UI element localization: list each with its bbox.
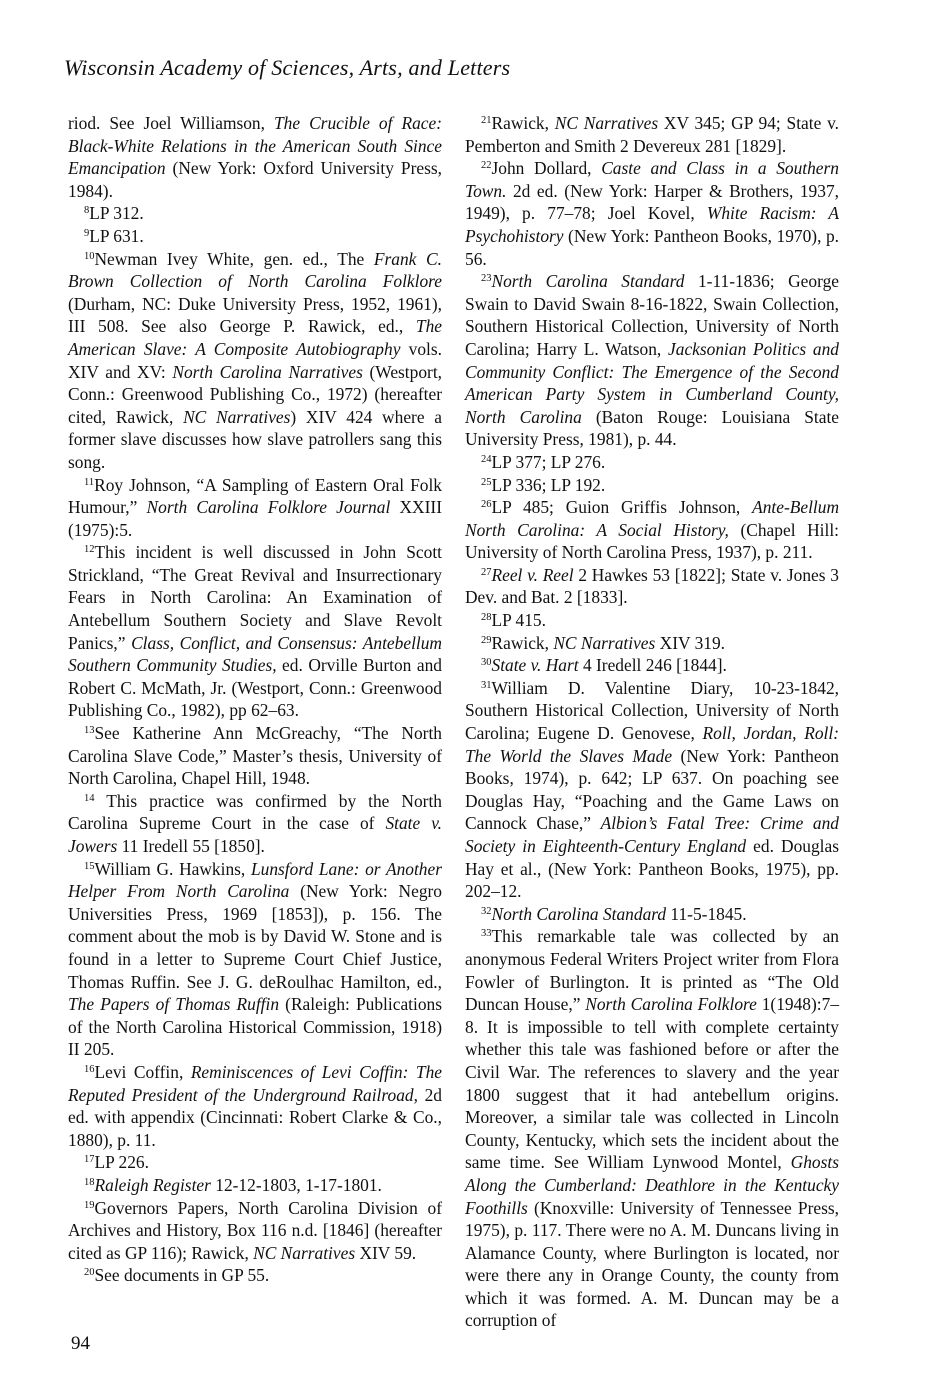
footnote-number: 20: [84, 1267, 95, 1279]
footnote-number: 21: [481, 115, 492, 126]
footnote-text: (Raleigh: Publications of the North Carolina Historical Commission, 1918) II 205.: [68, 994, 442, 1060]
footnote-8: [68, 202, 442, 225]
footnote-text: LP 336; LP 192.: [491, 474, 606, 495]
footnote-text: Rawick,: [491, 113, 555, 133]
footnote-12: [68, 541, 442, 722]
footnote-text: 11 Iredell 55 [1850].: [117, 836, 265, 856]
footnote-text: LP 377; LP 276.: [491, 451, 606, 472]
footnote-text: Levi Coffin,: [94, 1061, 191, 1082]
footnote-title-italic: The American Slave: A Composite Autobiography: [68, 316, 442, 359]
footnote-text: 4 Iredell 246 [1844].: [578, 655, 727, 676]
running-header: Wisconsin Academy of Sciences, Arts, and Letters: [64, 55, 511, 80]
footnote-number: 14: [84, 792, 95, 804]
footnote-13: [68, 722, 442, 790]
footnote-title-italic: Albion’s Fatal Tree: Crime and Society in Eighteenth-Century England: [465, 813, 839, 856]
footnote-title-italic: Ante-Bellum North Carolina: A Social History,: [465, 497, 839, 540]
footnote-29: [465, 632, 839, 655]
footnote-text: LP 631.: [89, 225, 144, 246]
footnote-text: (New York: Oxford University Press, 1984).: [68, 158, 442, 201]
footnote-22: [465, 157, 839, 270]
footnote-18: [68, 1174, 442, 1197]
footnote-number: 28: [481, 612, 492, 624]
footnote-title-italic: The Crucible of Race: Black-White Relations in the American South Since Emancipation: [68, 113, 443, 179]
footnote-text: (Chapel Hill: University of North Carolina Press, 1937), p. 211.: [465, 519, 839, 563]
footnote-text: This practice was confirmed by the North Carolina Supreme Court in the case of: [68, 790, 442, 834]
footnote-title-italic: Reminiscences of Levi Coffin: The Reputed President of the Underground Railroad,: [68, 1061, 442, 1105]
footnote-number: 18: [84, 1176, 95, 1188]
footnote-15: [68, 858, 442, 1061]
footnote-number: 8: [84, 205, 90, 217]
footnote-text: 2d ed. with appendix (Cincinnati: Robert Clarke & Co., 1880), p. 11.: [68, 1084, 442, 1150]
footnote-23: [465, 270, 839, 451]
footnote-title-italic: North Carolina Folklore Journal: [146, 497, 391, 518]
footnote-number: 10: [84, 250, 95, 262]
footnote-title-italic: North Carolina Narratives: [172, 361, 363, 382]
footnote-30: [465, 654, 839, 677]
footnote-20: [68, 1264, 442, 1287]
footnote-text: See Katherine Ann McGreachy, “The North Carolina Slave Code,” Master’s thesis, University of North Carolina, Chapel Hill, 1948.: [68, 723, 442, 789]
footnote-text: 2d ed. (New York: Harper & Brothers, 1937, 1949), p. 77–78; Joel Kovel,: [465, 180, 839, 224]
footnote-32: [465, 903, 839, 926]
footnote-number: 30: [481, 657, 492, 669]
footnote-text: 1(1948):7–8. It is impossible to tell with complete certainty whether this tale was fashioned before or after the Civil War. The references to slavery and the year 1800 suggest that it had antebellum origins. Moreover, a similar tale was collected in Lincoln County, Kentucky, which sets the incident about the same time. See William Lynwood Montel,: [465, 994, 840, 1173]
footnote-text: XIV 319.: [655, 632, 726, 653]
footnote-title-italic: Caste and Class in a Southern Town.: [465, 158, 839, 201]
footnote-9: [68, 225, 442, 248]
footnote-10: [68, 248, 442, 474]
footnote-text: (New York: Negro Universities Press, 1969 [1853]), p. 156. The comment about the mob is by David W. Stone and is found in a letter to Supreme Court Chief Justice, Thomas Ruffin. See J. G. deRoulhac Hamilton, ed.,: [68, 881, 442, 992]
footnote-number: 13: [84, 725, 95, 737]
footnote-title-italic: State v. Jowers: [68, 813, 442, 856]
footnote-text: See documents in GP 55.: [94, 1265, 270, 1286]
footnote-number: 25: [481, 476, 492, 488]
footnotes-right-column: [465, 112, 839, 1332]
footnote-number: 24: [481, 453, 492, 465]
footnote-number: 26: [481, 499, 492, 511]
footnote-number: 19: [84, 1199, 95, 1211]
footnote-17: [68, 1151, 442, 1174]
footnote-14: [68, 790, 442, 858]
footnote-text: Newman Ivey White, gen. ed., The: [94, 248, 374, 269]
footnote-text: ed. Douglas Hay et al., (New York: Pantheon Books, 1975), pp. 202–12.: [465, 836, 839, 902]
footnote-text: 2 Hawkes 53 [1822]; State v. Jones 3 Dev. and Bat. 2 [1833].: [465, 564, 840, 608]
footnote-text: LP 485; Guion Griffis Johnson,: [491, 497, 753, 518]
footnote-number: 33: [481, 928, 492, 940]
footnote-title-italic: Lunsford Lane: or Another Helper From North Carolina: [68, 858, 442, 902]
footnote-title-italic: NC Narratives: [183, 406, 291, 427]
footnote-number: 23: [481, 273, 492, 285]
footnote-26: [465, 496, 839, 564]
footnote-text: LP 415.: [491, 610, 546, 631]
footnote-number: 31: [481, 679, 492, 691]
footnote-number: 16: [84, 1063, 95, 1075]
footnote-title-italic: Frank C. Brown Collection of North Carolina Folklore: [68, 248, 442, 292]
footnote-title-italic: Class, Conflict, and Consensus: Antebellum Southern Community Studies,: [68, 632, 442, 676]
footnote-text: This remarkable tale was collected by an anonymous Federal Writers Project writer from Flora Fowler of Burlington. It is printed as “The Old Duncan House,”: [465, 926, 839, 1015]
footnote-text: XV 345; GP 94; State v. Pemberton and Smith 2 Devereux 281 [1829].: [465, 113, 839, 156]
footnote-title-italic: State v. Hart: [491, 655, 579, 676]
footnote-19: [68, 1197, 442, 1265]
footnote-text: Roy Johnson, “A Sampling of Eastern Oral Folk Humour,”: [68, 474, 442, 518]
footnote-number: 29: [481, 634, 492, 646]
page-number: 94: [71, 1333, 90, 1354]
footnote-text: 11-5-1845.: [666, 903, 747, 924]
footnote-24: [465, 451, 839, 474]
footnote-text: William D. Valentine Diary, 10-23-1842, Southern Historical Collection, University of North Carolina; Eugene D. Genovese,: [465, 677, 839, 744]
footnote-text: Governors Papers, North Carolina Division of Archives and History, Box 116 n.d. [1846] (hereafter cited as GP 116); Rawick,: [68, 1197, 442, 1263]
footnote-text: Rawick,: [491, 632, 554, 653]
footnote-text: 12-12-1803, 1-17-1801.: [210, 1174, 382, 1195]
footnote-text: riod. See Joel Williamson,: [68, 113, 274, 133]
footnote-text: LP 312.: [89, 203, 144, 224]
footnote-title-italic: Reel v. Reel: [491, 564, 574, 585]
footnote-title-italic: Raleigh Register: [94, 1174, 211, 1195]
footnote-text: XIV 59.: [355, 1242, 417, 1263]
footnote-number: 11: [84, 476, 95, 488]
footnote-number: 32: [481, 905, 492, 917]
footnote-title-italic: White Racism: A Psychohistory: [465, 203, 840, 246]
footnote-text: (Durham, NC: Duke University Press, 1952, 1961), III 508. See also George P. Rawick, ed.,: [68, 293, 442, 337]
footnote-number: 9: [84, 227, 90, 239]
footnote-title-italic: The Papers of Thomas Ruffin: [68, 994, 280, 1015]
footnote-title-italic: North Carolina Folklore: [585, 994, 757, 1015]
footnote-text: (Westport, Conn.: Greenwood Publishing Co., 1972) (hereafter cited, Rawick,: [68, 361, 442, 427]
footnote-text: ) XIV 424 where a former slave discusses how slave patrollers sang this song.: [68, 406, 442, 472]
footnote-number: 27: [481, 566, 492, 578]
footnotes-left-column: [68, 112, 442, 1287]
footnote-title-italic: Jacksonian Politics and Community Conflict: The Emergence of the Second American Party System in Cumberland County, North Carolina: [465, 338, 839, 427]
footnote-title-italic: NC Narratives: [553, 632, 656, 653]
footnote-text: (Baton Rouge: Louisiana State University Press, 1981), p. 44.: [465, 406, 839, 450]
footnote-text: (Knoxville: University of Tennessee Press, 1975), p. 117. There were no A. M. Duncans living in Alamance County, where Burlington is located, nor were there any in Orange County, the county from which it was formed. A. M. Duncan may be a corruption of: [465, 1197, 839, 1331]
footnote-28: [465, 609, 839, 632]
footnote-11: [68, 474, 442, 542]
footnote-31: [465, 677, 839, 903]
footnote-text: (New York: Pantheon Books, 1970), p. 56.: [465, 225, 839, 269]
footnote-text: vols. XIV and XV:: [68, 338, 442, 382]
footnote-21: [465, 112, 839, 157]
footnote-text: (New York: Pantheon Books, 1974), p. 642; LP 637. On poaching see Douglas Hay, “Poaching and the Game Laws on Cannock Chase,”: [465, 745, 839, 834]
footnote-number: 17: [84, 1154, 95, 1166]
footnote-title-italic: NC Narratives: [554, 113, 659, 133]
footnote-25: [465, 474, 839, 497]
footnote-continuation: [68, 112, 442, 202]
footnote-33: [465, 925, 839, 1332]
footnote-text: LP 226.: [94, 1152, 149, 1173]
footnote-16: [68, 1061, 442, 1151]
footnote-title-italic: NC Narratives: [253, 1242, 356, 1263]
footnote-text: William G. Hawkins,: [94, 858, 251, 879]
footnote-number: 15: [84, 860, 95, 872]
footnote-number: 12: [84, 544, 95, 556]
footnote-text: ed. Orville Burton and Robert C. McMath, Jr. (Westport, Conn.: Greenwood Publishing Co., 1982), pp 62–63.: [68, 655, 442, 721]
footnote-text: XXIII (1975):5.: [68, 497, 442, 540]
footnote-title-italic: North Carolina Standard: [491, 903, 667, 924]
footnote-title-italic: North Carolina Standard: [491, 271, 685, 292]
footnote-27: [465, 564, 839, 609]
footnote-text: This incident is well discussed in John Scott Strickland, “The Great Revival and Insurrectionary Fears in North Carolina: An Examination of Antebellum Southern Society and Slave Revolt Panics,”: [68, 542, 442, 653]
footnote-title-italic: Roll, Jordan, Roll: The World the Slaves Made: [465, 723, 839, 766]
footnote-text: John Dollard,: [491, 158, 602, 179]
footnote-number: 22: [481, 160, 492, 172]
footnote-title-italic: Ghosts Along the Cumberland: Deathlore in the Kentucky Foothills: [465, 1152, 839, 1218]
footnote-text: 1-11-1836; George Swain to David Swain 8-16-1822, Swain Collection, Southern Historical Collection, University of North Carolina; Harry L. Watson,: [465, 271, 839, 359]
